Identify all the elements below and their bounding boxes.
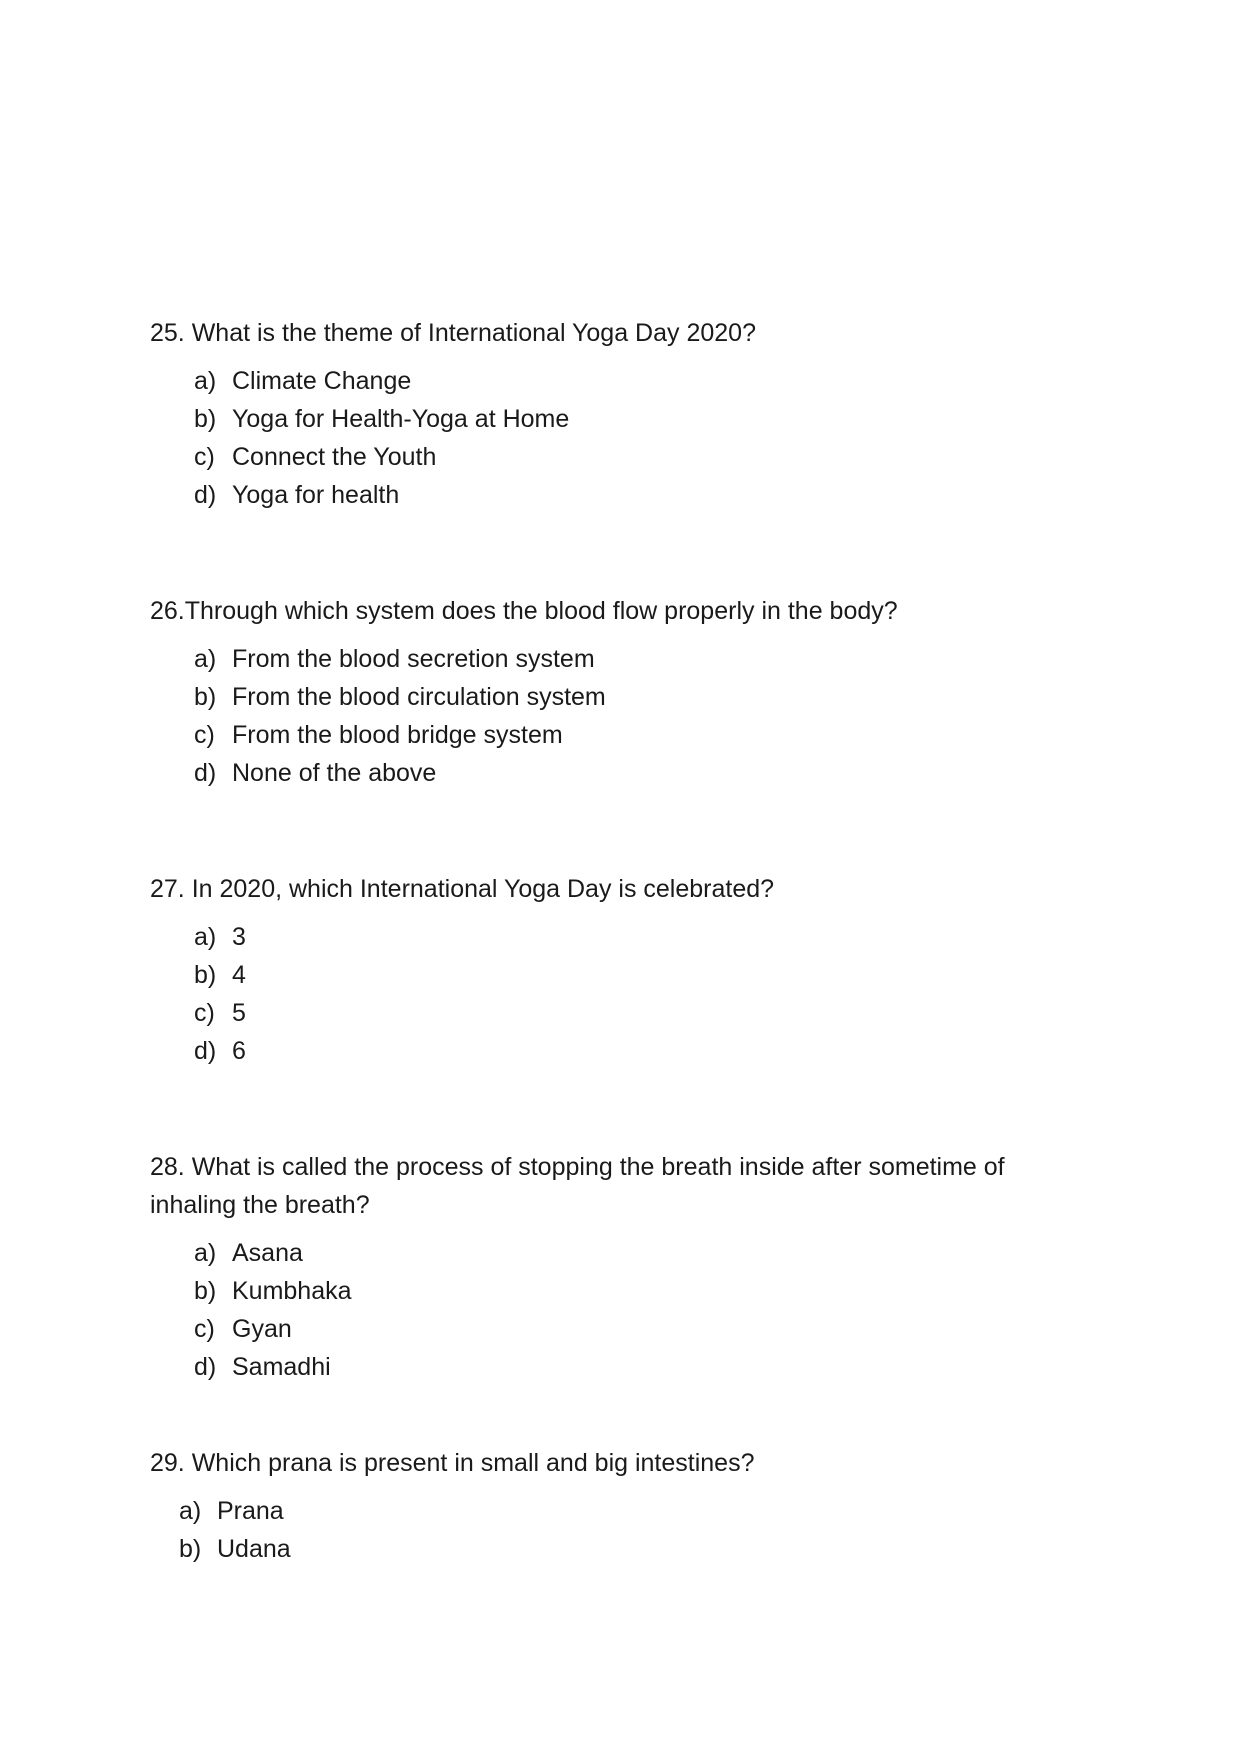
- option-item: [194, 1234, 1090, 1272]
- option-text: Connect the Youth: [232, 443, 437, 471]
- option-text: Yoga for health: [232, 481, 400, 509]
- option-text: Kumbhaka: [232, 1277, 352, 1305]
- option-letter: c): [194, 999, 215, 1027]
- question-text: 26.Through which system does the blood flow properly in the body?: [150, 597, 898, 625]
- question-25: [150, 314, 1090, 514]
- options-list: [150, 362, 1090, 514]
- option-letter: d): [194, 1353, 217, 1381]
- question-text: 29. Which prana is present in small and big intestines?: [150, 1449, 755, 1477]
- option-item: [194, 918, 1090, 956]
- option-letter: d): [194, 1037, 217, 1065]
- option-letter: b): [194, 1277, 217, 1305]
- question-27: [150, 870, 1090, 1070]
- option-item: [194, 1032, 1090, 1070]
- option-item: [194, 994, 1090, 1032]
- question-26: [150, 592, 1090, 792]
- option-letter: d): [194, 481, 217, 509]
- option-text: From the blood bridge system: [232, 721, 563, 749]
- option-text: Samadhi: [232, 1353, 331, 1381]
- option-text: From the blood secretion system: [232, 645, 595, 673]
- option-text: Yoga for Health-Yoga at Home: [232, 405, 570, 433]
- option-text: Asana: [232, 1239, 303, 1267]
- option-letter: a): [194, 367, 217, 395]
- option-text: None of the above: [232, 759, 437, 787]
- option-item: [194, 362, 1090, 400]
- option-item: [194, 754, 1090, 792]
- option-letter: b): [194, 683, 217, 711]
- options-list: [150, 918, 1090, 1070]
- option-item: [194, 1310, 1090, 1348]
- option-text: Udana: [217, 1535, 291, 1563]
- option-item: [179, 1530, 1090, 1568]
- option-letter: a): [179, 1497, 202, 1525]
- option-item: [194, 640, 1090, 678]
- option-item: [194, 678, 1090, 716]
- option-text: 4: [232, 961, 246, 989]
- option-text: Prana: [217, 1497, 284, 1525]
- options-list: [150, 1234, 1090, 1386]
- option-item: [194, 400, 1090, 438]
- options-list: [150, 640, 1090, 792]
- question-28: [150, 1148, 1090, 1386]
- question-29: [150, 1444, 1090, 1568]
- option-item: [194, 476, 1090, 514]
- option-letter: c): [194, 443, 215, 471]
- question-text: 25. What is the theme of International Yoga Day 2020?: [150, 319, 756, 347]
- option-text: 5: [232, 999, 246, 1027]
- option-letter: c): [194, 1315, 215, 1343]
- option-letter: b): [194, 405, 217, 433]
- option-letter: b): [194, 961, 217, 989]
- option-item: [194, 1348, 1090, 1386]
- question-text: 28. What is called the process of stopping the breath inside after sometime of inhaling the breath?: [150, 1153, 1005, 1219]
- option-letter: b): [179, 1535, 202, 1563]
- option-letter: a): [194, 923, 217, 951]
- option-text: 3: [232, 923, 246, 951]
- options-list: [150, 1492, 1090, 1568]
- option-item: [194, 956, 1090, 994]
- option-letter: c): [194, 721, 215, 749]
- option-letter: a): [194, 1239, 217, 1267]
- question-text: 27. In 2020, which International Yoga Day is celebrated?: [150, 875, 775, 903]
- option-text: From the blood circulation system: [232, 683, 606, 711]
- option-item: [179, 1492, 1090, 1530]
- option-item: [194, 716, 1090, 754]
- option-item: [194, 438, 1090, 476]
- option-letter: a): [194, 645, 217, 673]
- option-text: Gyan: [232, 1315, 292, 1343]
- option-text: 6: [232, 1037, 246, 1065]
- option-item: [194, 1272, 1090, 1310]
- option-letter: d): [194, 759, 217, 787]
- option-text: Climate Change: [232, 367, 412, 395]
